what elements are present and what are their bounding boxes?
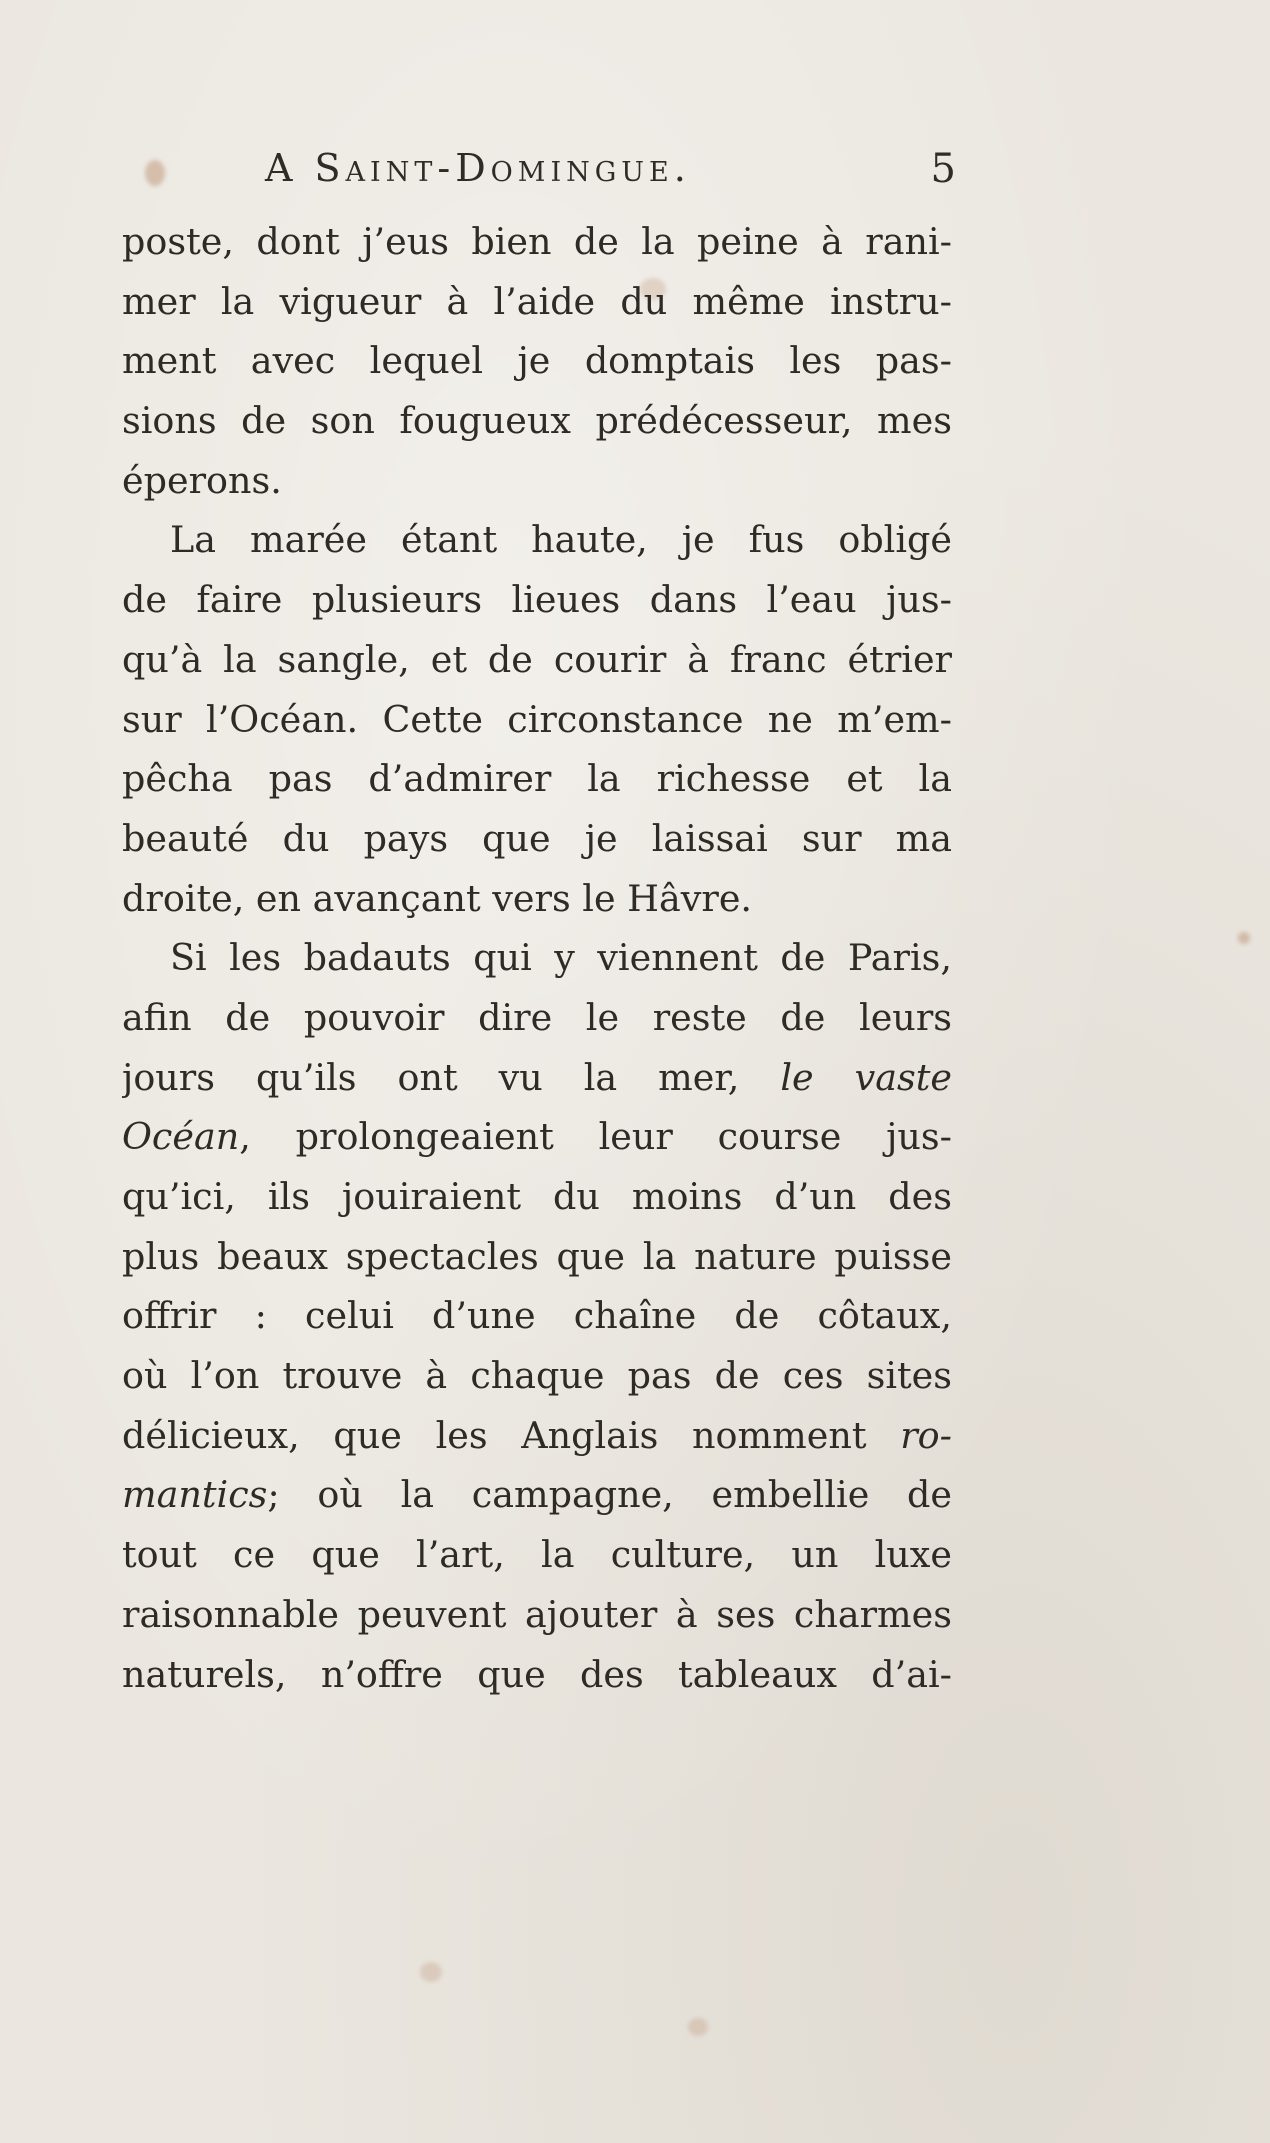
line-text: qu’à la sangle, et de courir à franc étrier — [122, 637, 952, 681]
line-text: éperons. — [122, 458, 282, 502]
line-text: La marée étant haute, je fus obligé — [170, 518, 952, 562]
text-line — [122, 1227, 952, 1287]
line-text: pêcha pas d’admirer la richesse et la — [122, 757, 952, 801]
text-line — [122, 630, 952, 690]
text-line — [122, 749, 952, 809]
line-text: Si les badauts qui y viennent de Paris, — [170, 936, 952, 980]
text-line — [122, 1167, 952, 1227]
text-line — [122, 1585, 952, 1645]
text-line — [122, 212, 952, 272]
line-text: beauté du pays que je laissai sur ma — [122, 816, 952, 860]
text-line — [122, 869, 952, 929]
line-text: raisonnable peuvent ajouter à ses charmes — [122, 1592, 952, 1636]
line-text: poste, dont j’eus bien de la peine à rani- — [122, 220, 952, 263]
text-line — [122, 570, 952, 630]
body-text — [122, 212, 952, 1704]
line-text: droite, en avançant vers le Hâvre. — [122, 876, 753, 920]
line-text: tout ce que l’art, la culture, un luxe — [122, 1533, 952, 1577]
line-text: ; où la campagne, embellie de — [267, 1473, 952, 1517]
text-line — [122, 1048, 952, 1108]
foxing-spot — [1238, 932, 1250, 944]
line-text: afin de pouvoir dire le reste de leurs — [122, 995, 952, 1039]
line-text: délicieux, que les Anglais nomment — [122, 1413, 867, 1457]
line-text: ment avec lequel je domptais les pas- — [122, 339, 952, 383]
line-text: de faire plusieurs lieues dans l’eau jus- — [122, 578, 952, 622]
text-line — [122, 510, 952, 570]
text-line — [122, 988, 952, 1048]
page-header — [140, 146, 956, 202]
line-text: qu’ici, ils jouiraient du moins d’un des — [122, 1175, 952, 1218]
line-text: mer la vigueur à l’aide du même instru- — [122, 279, 952, 323]
line-text: sur l’Océan. Cette circonstance ne m’em- — [122, 697, 952, 741]
text-line — [122, 928, 952, 988]
text-line — [122, 1465, 952, 1525]
page-number: 5 — [930, 146, 956, 192]
foxing-spot — [420, 1962, 442, 1982]
line-text: où l’on trouve à chaque pas de ces sites — [122, 1354, 952, 1398]
running-head: A Saint-Domingue. — [265, 146, 691, 190]
line-text: plus beaux spectacles que la nature puisse — [122, 1234, 952, 1278]
text-line — [122, 1525, 952, 1585]
text-line — [122, 1645, 952, 1705]
foxing-spot — [688, 2018, 708, 2036]
text-line — [122, 451, 952, 511]
text-line — [122, 1107, 952, 1167]
line-text: jours qu’ils ont vu la mer, — [122, 1055, 740, 1099]
line-text: offrir : celui d’une chaîne de côtaux, — [122, 1294, 952, 1338]
italic-text: le vaste — [780, 1055, 952, 1099]
text-line — [122, 391, 952, 451]
text-line — [122, 331, 952, 391]
italic-text: ro- — [900, 1413, 952, 1457]
line-text: sions de son fougueux prédécesseur, mes — [122, 399, 952, 443]
line-text: , prolongeaient leur course jus- — [239, 1115, 952, 1159]
text-line — [122, 1346, 952, 1406]
line-text: naturels, n’offre que des tableaux d’ai- — [122, 1652, 952, 1696]
text-line — [122, 690, 952, 750]
italic-text: mantics — [122, 1473, 268, 1517]
italic-text: Océan — [122, 1115, 240, 1159]
text-line — [122, 1406, 952, 1466]
text-line — [122, 809, 952, 869]
text-line — [122, 272, 952, 332]
text-line — [122, 1286, 952, 1346]
